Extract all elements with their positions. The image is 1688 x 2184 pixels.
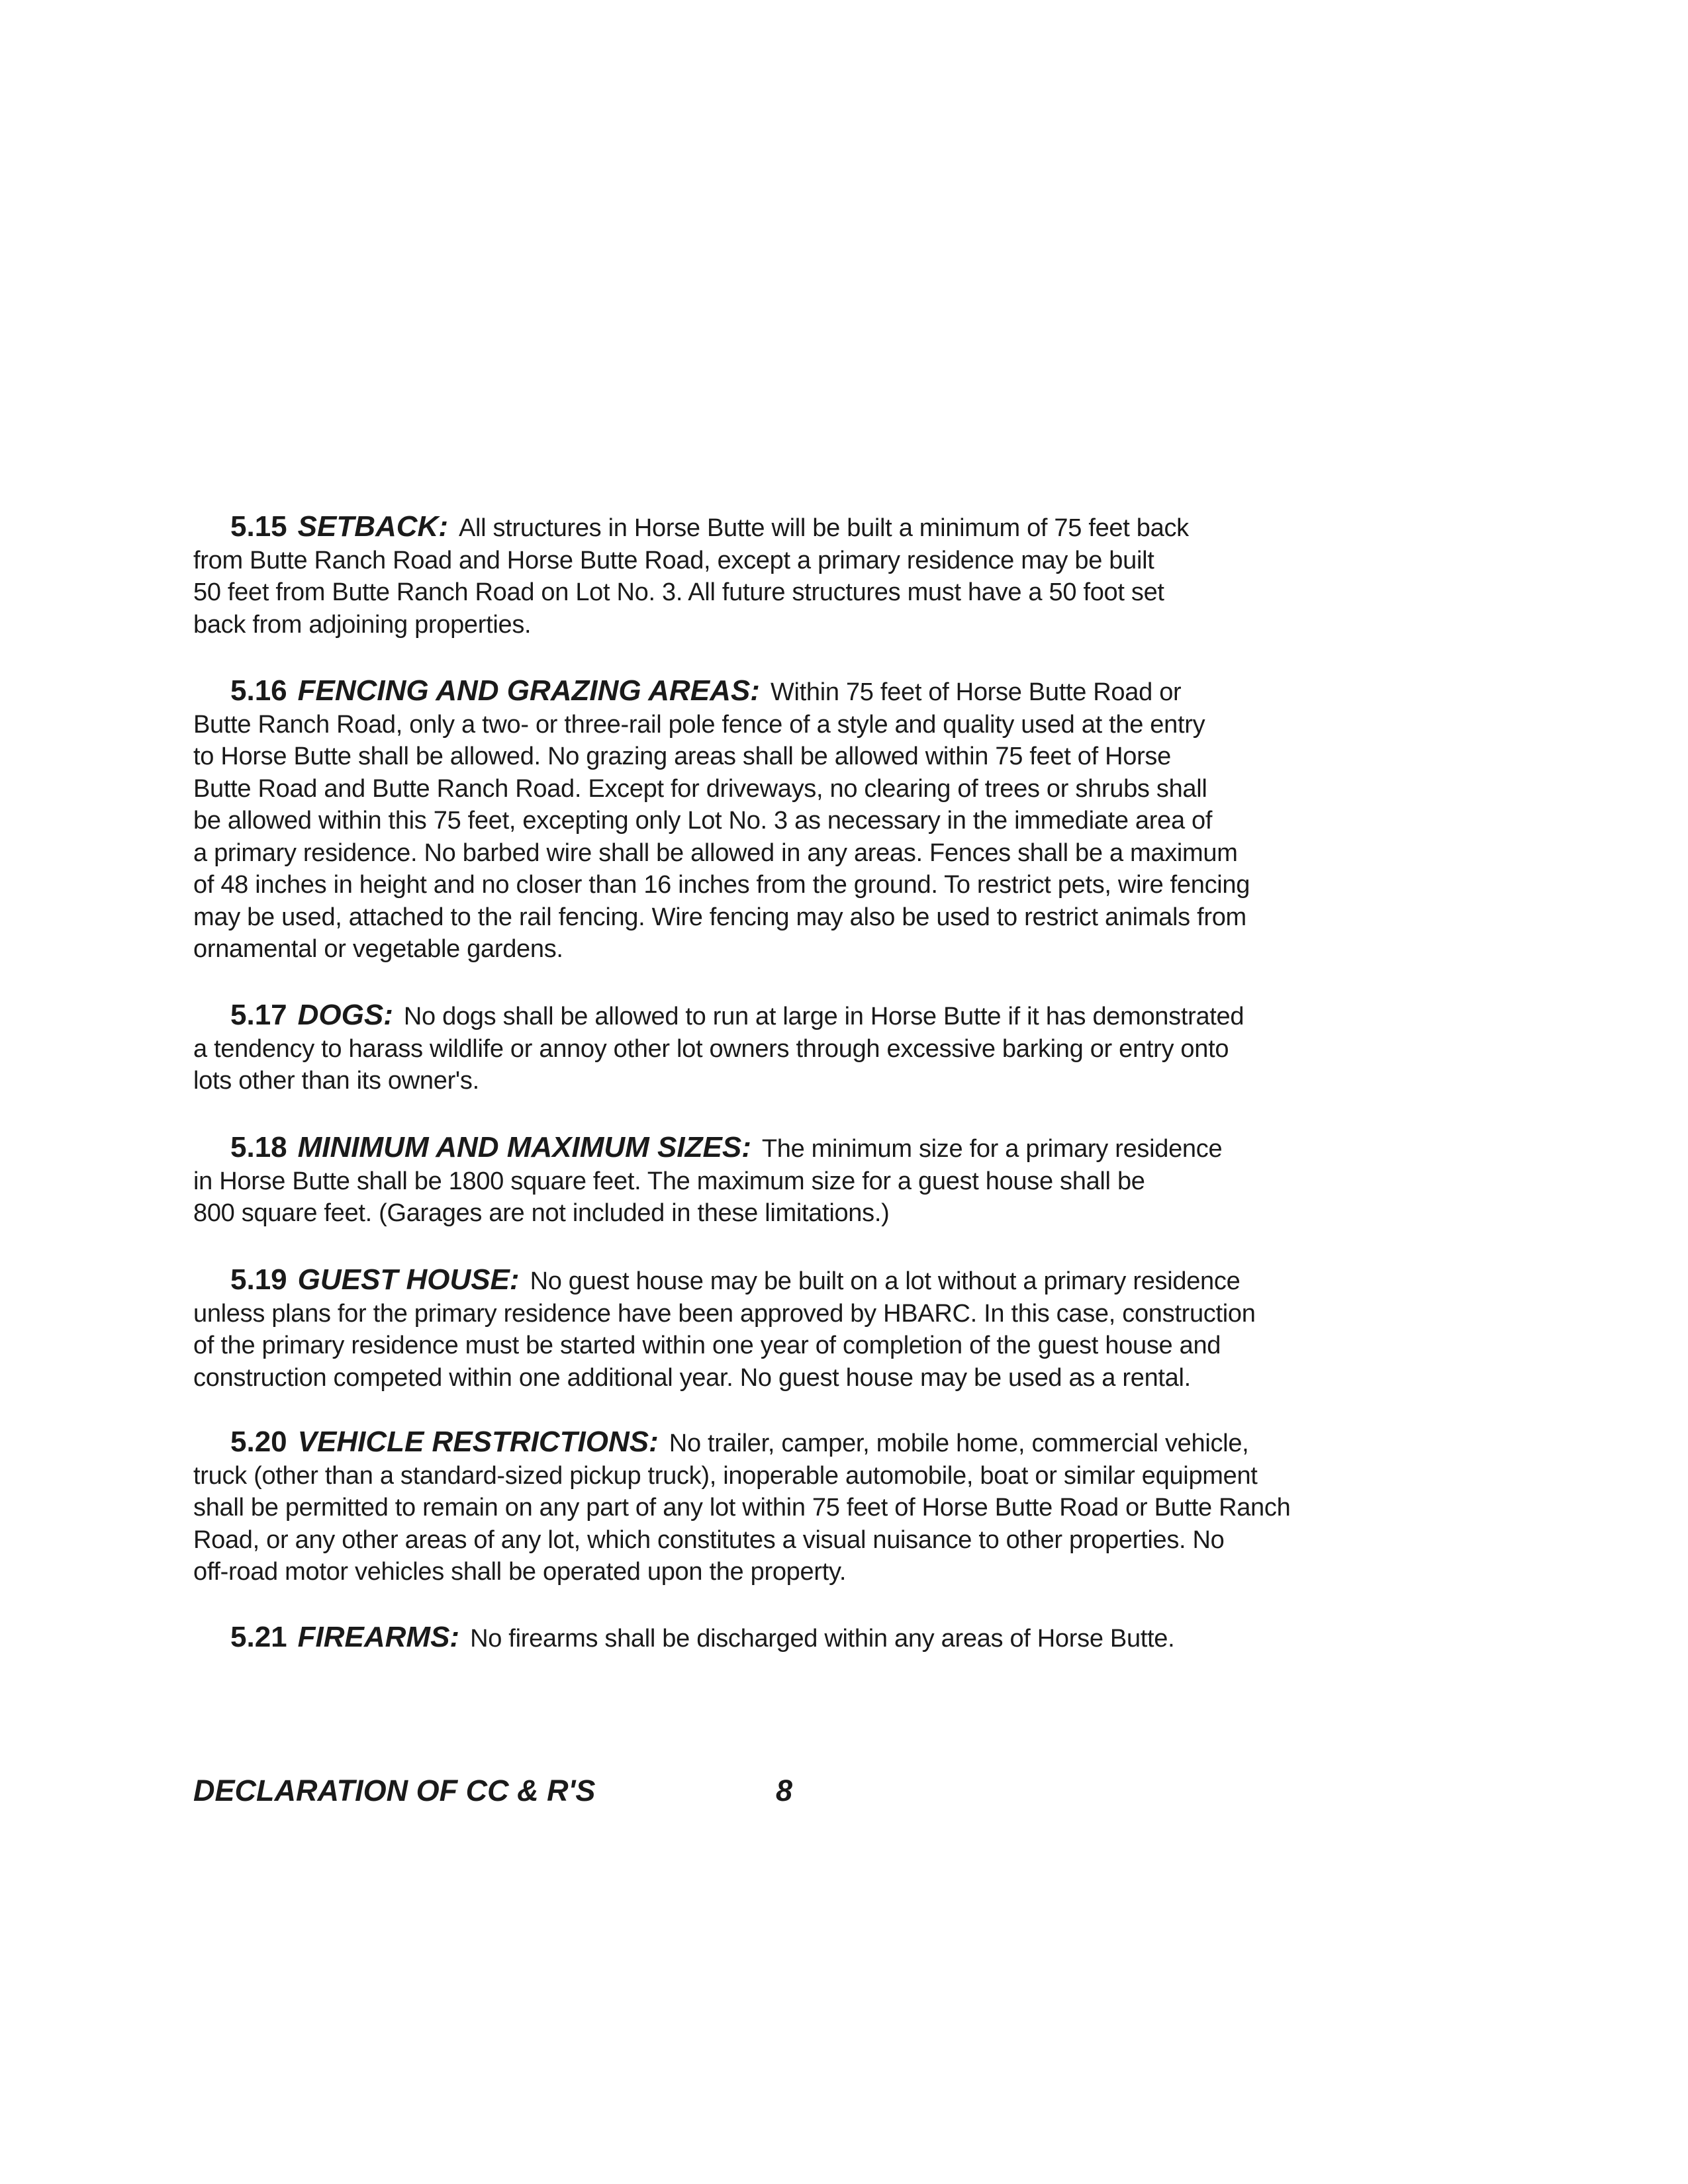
section-number: 5.20 [230,1426,287,1458]
section-text-line: in Horse Butte shall be 1800 square feet. The maximum size for a guest house shall be [193,1167,1145,1195]
section-text-line: Butte Road and Butte Ranch Road. Except for driveways, no clearing of trees or shrubs shall [193,774,1207,803]
section-first-line [230,511,1425,545]
section-5-20 [193,1426,1425,1588]
section-text: All structures in Horse Butte will be built a minimum of 75 feet back [458,514,1189,542]
section-text-line: truck (other than a standard-sized pickup truck), inoperable automobile, boat or similar equipment [193,1461,1258,1490]
section-text: No guest house may be built on a lot without a primary residence [530,1267,1241,1295]
section-number: 5.19 [230,1263,287,1296]
section-title: SETBACK: [297,510,448,543]
section-first-line [230,1264,1425,1298]
section-text-line: ornamental or vegetable gardens. [193,935,563,963]
section-text-line: Butte Ranch Road, only a two- or three-rail pole fence of a style and quality used at the entry [193,710,1205,739]
section-number: 5.17 [230,999,287,1031]
section-text-line: lots other than its owner's. [193,1067,479,1095]
section-text-line: may be used, attached to the rail fencing. Wire fencing may also be used to restrict animals from [193,903,1246,931]
section-number: 5.18 [230,1131,287,1163]
footer-title: DECLARATION OF CC & R'S [193,1774,596,1807]
section-first-line [230,675,1425,709]
section-title: FENCING AND GRAZING AREAS: [297,674,760,707]
section-text: Within 75 feet of Horse Butte Road or [770,678,1182,706]
section-number: 5.15 [230,510,287,543]
section-text-line: to Horse Butte shall be allowed. No grazing areas shall be allowed within 75 feet of Horse [193,743,1171,770]
section-text: No dogs shall be allowed to run at large in Horse Butte if it has demonstrated [403,1003,1244,1030]
section-text-line: shall be permitted to remain on any part of any lot within 75 feet of Horse Butte Road or Butte Ranch [193,1494,1291,1522]
section-first-line [230,1621,1425,1655]
section-text-line: construction competed within one additional year. No guest house may be used as a rental. [193,1363,1191,1392]
section-first-line [230,1426,1425,1460]
section-number: 5.21 [230,1621,287,1653]
section-text: No trailer, camper, mobile home, commercial vehicle, [669,1430,1249,1457]
section-text-line: of 48 inches in height and no closer than 16 inches from the ground. To restrict pets, wire fencing [193,871,1250,899]
section-text-line: back from adjoining properties. [193,610,532,639]
section-title: MINIMUM AND MAXIMUM SIZES: [297,1131,751,1163]
page-footer [193,1774,793,1808]
section-5-15 [193,511,1425,641]
section-text-line: 800 square feet. (Garages are not included in these limitations.) [193,1199,890,1227]
section-text-line: unless plans for the primary residence have been approved by HBARC. In this case, construction [193,1299,1256,1328]
section-text-line: of the primary residence must be started within one year of completion of the guest house and [193,1332,1221,1359]
section-5-16 [193,675,1425,966]
page-number: 8 [776,1774,793,1807]
section-text-line: off-road motor vehicles shall be operated upon the property. [193,1558,847,1586]
section-text-line: be allowed within this 75 feet, excepting only Lot No. 3 as necessary in the immediate area of [193,807,1213,835]
section-text-line: 50 feet from Butte Ranch Road on Lot No. 3. All future structures must have a 50 foot set [193,578,1164,606]
section-title: VEHICLE RESTRICTIONS: [297,1426,659,1458]
section-5-19 [193,1264,1425,1394]
section-text-line: a primary residence. No barbed wire shall be allowed in any areas. Fences shall be a maximum [193,839,1238,867]
section-text-line: from Butte Ranch Road and Horse Butte Road, except a primary residence may be built [193,546,1154,574]
section-title: GUEST HOUSE: [297,1263,520,1296]
section-number: 5.16 [230,674,287,707]
section-first-line [230,1132,1425,1165]
section-5-18 [193,1132,1425,1230]
section-text: The minimum size for a primary residence [761,1135,1223,1163]
section-5-17 [193,999,1425,1097]
section-text-line: a tendency to harass wildlife or annoy other lot owners through excessive barking or entry onto [193,1034,1229,1063]
section-text: No firearms shall be discharged within any areas of Horse Butte. [470,1625,1175,1653]
section-first-line [230,999,1425,1033]
section-5-21 [193,1621,1425,1655]
section-title: FIREARMS: [297,1621,460,1653]
section-title: DOGS: [297,999,393,1031]
section-text-line: Road, or any other areas of any lot, which constitutes a visual nuisance to other properties. No [193,1525,1225,1554]
